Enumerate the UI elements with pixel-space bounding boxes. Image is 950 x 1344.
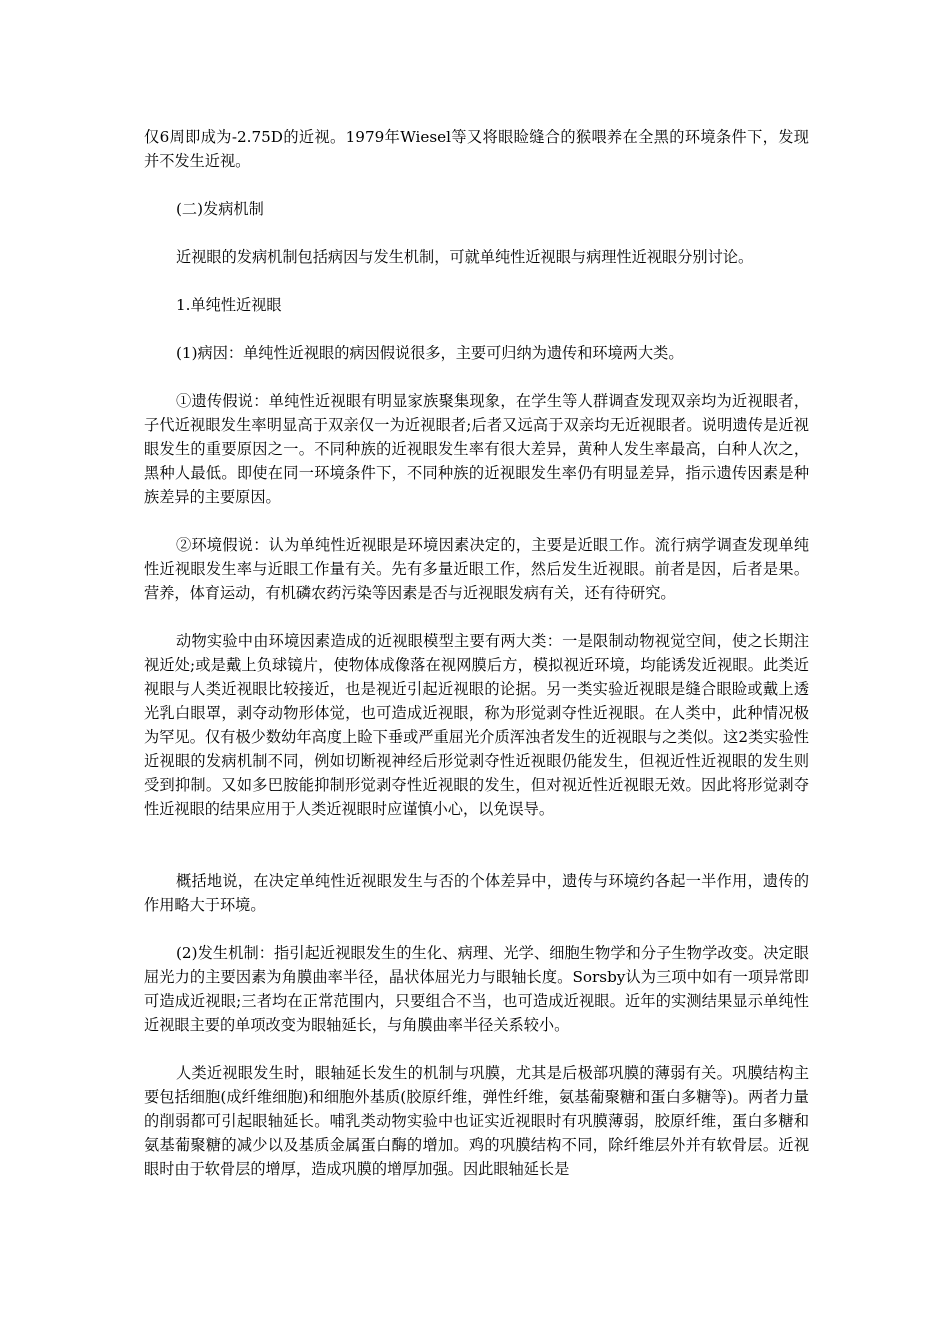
paragraph-continuation: 仅6周即成为-2.75D的近视。1979年Wiesel等又将眼睑缝合的猴喂养在全黑的环境条件下，发现并不发生近视。 bbox=[144, 128, 809, 170]
paragraph-animal-experiments: 动物实验中由环境因素造成的近视眼模型主要有两大类：一是限制动物视觉空间，使之长期注视近处;或是戴上负球镜片，使物体成像落在视网膜后方，模拟视近环境，均能诱发近视眼。此类近视眼与人类近视眼比较接近，也是视近引起近视眼的论据。另一类实验近视眼是缝合眼睑或戴上透光乳白眼罩，剥夺动物形体觉，也可造成近视眼，称为形觉剥夺性近视眼。在人类中，此种情况极为罕见。仅有极少数幼年高度上睑下垂或严重屈光介质浑浊者发生的近视眼与之类似。这2类实验性近视眼的发病机制不同，例如切断视神经后形觉剥夺性近视眼仍能发生，但视近性近视眼的发生则受到抑制。又如多巴胺能抑制形觉剥夺性近视眼的发生，但对视近性近视眼无效。因此将形觉剥夺性近视眼的结果应用于人类近视眼时应谨慎小心，以免误导。 bbox=[144, 632, 809, 818]
paragraph-etiology: (1)病因：单纯性近视眼的病因假说很多，主要可归纳为遗传和环境两大类。 bbox=[176, 344, 684, 362]
paragraph-mechanism: (2)发生机制：指引起近视眼发生的生化、病理、光学、细胞生物学和分子生物学改变。决定眼屈光力的主要因素为角膜曲率半径，晶状体屈光力与眼轴长度。Sorsby认为三项中如有一项异常即可造成近视眼;三者均在正常范围内，只要组合不当，也可造成近视眼。近年的实测结果显示单纯性近视眼主要的单项改变为眼轴延长，与角膜曲率半径关系较小。 bbox=[144, 944, 809, 1034]
paragraph-sclera: 人类近视眼发生时，眼轴延长发生的机制与巩膜，尤其是后极部巩膜的薄弱有关。巩膜结构主要包括细胞(成纤维细胞)和细胞外基质(胶原纤维，弹性纤维，氨基葡聚糖和蛋白多糖等)。两者力量的削弱都可引起眼轴延长。哺乳类动物实验中也证实近视眼时有巩膜薄弱，胶原纤维，蛋白多糖和氨基葡聚糖的减少以及基质金属蛋白酶的增加。鸡的巩膜结构不同，除纤维层外并有软骨层。近视眼时由于软骨层的增厚，造成巩膜的增厚加强。因此眼轴延长是 bbox=[144, 1064, 809, 1178]
paragraph-environment-hypothesis: ②环境假说：认为单纯性近视眼是环境因素决定的，主要是近眼工作。流行病学调查发现单纯性近视眼发生率与近眼工作量有关。先有多量近眼工作，然后发生近视眼。前者是因，后者是果。营养，体育运动，有机磷农药污染等因素是否与近视眼发病有关，还有待研究。 bbox=[144, 536, 809, 602]
section-heading-pathogenesis: (二)发病机制 bbox=[176, 200, 264, 218]
paragraph-pathogenesis-intro: 近视眼的发病机制包括病因与发生机制，可就单纯性近视眼与病理性近视眼分别讨论。 bbox=[176, 248, 754, 266]
paragraph-summary: 概括地说，在决定单纯性近视眼发生与否的个体差异中，遗传与环境约各起一半作用，遗传的作用略大于环境。 bbox=[144, 872, 809, 914]
subheading-simple-myopia: 1.单纯性近视眼 bbox=[176, 296, 282, 314]
paragraph-genetic-hypothesis: ①遗传假说：单纯性近视眼有明显家族聚集现象，在学生等人群调查发现双亲均为近视眼者，子代近视眼发生率明显高于双亲仅一为近视眼者;后者又远高于双亲均无近视眼者。说明遗传是近视眼发生的重要原因之一。不同种族的近视眼发生率有很大差异，黄种人发生率最高，白种人次之，黑种人最低。即使在同一环境条件下，不同种族的近视眼发生率仍有明显差异，指示遗传因素是种族差异的主要原因。 bbox=[144, 392, 809, 506]
